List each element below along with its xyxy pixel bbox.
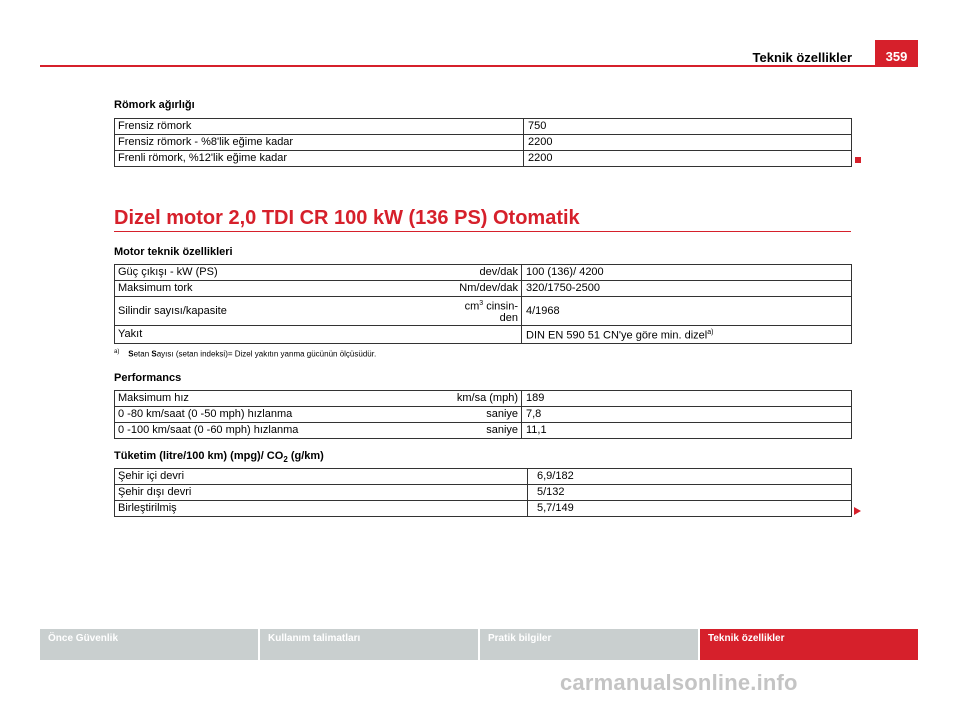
unit-part: den (499, 312, 518, 325)
trailer-weight-table (114, 118, 852, 167)
table-row (115, 297, 852, 326)
page-number-badge (875, 40, 918, 67)
table-row (115, 391, 852, 407)
table-row (115, 423, 852, 439)
footer-tab-practical-info[interactable]: Pratik bilgiler (478, 629, 698, 660)
section-title-rule (114, 231, 851, 232)
footnote-ref: a) (707, 329, 714, 336)
table-row (115, 501, 852, 517)
row-label: Güç çıkışı - kW (PS) (115, 265, 422, 281)
footnote-mark: a) (114, 349, 120, 355)
row-label: Silindir sayısı/kapasite (115, 297, 422, 326)
row-label: 0 -80 km/saat (0 -50 mph) hızlanma (115, 407, 422, 423)
row-value: 6,9/182 (528, 469, 852, 485)
continued-arrow-icon (854, 507, 861, 515)
row-value: 750 (524, 119, 852, 135)
row-unit: saniye (421, 423, 522, 439)
unit-part: cm (464, 300, 480, 313)
footer-tab-operating-instructions[interactable]: Kullanım talimatları (258, 629, 478, 660)
row-label: 0 -100 km/saat (0 -60 mph) hızlanma (115, 423, 422, 439)
row-value: 189 (522, 391, 852, 407)
table-row (115, 326, 852, 344)
consumption-table (114, 468, 852, 517)
row-label: Şehir içi devri (115, 469, 528, 485)
watermark: carmanualsonline.info (560, 670, 798, 695)
table-row (115, 469, 852, 485)
row-unit: km/sa (mph) (421, 391, 522, 407)
consumption-heading (114, 450, 324, 464)
row-value: 2200 (524, 135, 852, 151)
row-label: Birleştirilmiş (115, 501, 528, 517)
row-value (522, 326, 852, 344)
unit-superscript: 3 (479, 299, 484, 307)
consumption-heading-text: Tüketim (litre/100 km) (mpg)/ CO (114, 450, 284, 462)
table-row (115, 119, 852, 135)
value-text: DIN EN 590 51 CN'ye göre min. dizel (526, 329, 708, 342)
row-value: 2200 (524, 151, 852, 167)
row-value: 100 (136)/ 4200 (522, 265, 852, 281)
table-row (115, 281, 852, 297)
footer-nav (40, 629, 918, 660)
footnote-text: ayısı (setan indeksi)= Dizel yakıtın yanma gücünün ölçüsüdür. (156, 349, 377, 359)
footnote-bold: S (128, 349, 134, 359)
trailer-weight-heading: Römork ağırlığı (114, 99, 195, 111)
table-row (115, 135, 852, 151)
performance-table (114, 390, 852, 439)
row-unit (421, 297, 522, 326)
row-value: 11,1 (522, 423, 852, 439)
footer-tab-technical-specs[interactable]: Teknik özellikler (698, 629, 918, 660)
engine-specs-heading: Motor teknik özellikleri (114, 246, 233, 258)
row-label: Maksimum tork (115, 281, 422, 297)
row-label: Frensiz römork (115, 119, 524, 135)
row-unit: dev/dak (421, 265, 522, 281)
engine-specs-table (114, 264, 852, 344)
consumption-heading-subscript: 2 (283, 455, 288, 465)
table-row (115, 485, 852, 501)
footnote-bold: S (151, 349, 157, 359)
row-label: Şehir dışı devri (115, 485, 528, 501)
row-unit: saniye (421, 407, 522, 423)
footnote-text: etan (133, 349, 152, 359)
table-row (115, 407, 852, 423)
running-header-title: Teknik özellikler (752, 50, 852, 65)
section-title: Dizel motor 2,0 TDI CR 100 kW (136 PS) Otomatik (114, 207, 580, 229)
row-label: Frensiz römork - %8'lik eğime kadar (115, 135, 524, 151)
row-value: 7,8 (522, 407, 852, 423)
row-label: Yakıt (115, 326, 522, 344)
header-rule (40, 65, 918, 67)
table-row (115, 265, 852, 281)
row-label: Maksimum hız (115, 391, 422, 407)
performance-heading: Performancs (114, 372, 182, 384)
section-end-marker-icon (855, 157, 861, 163)
unit-part: cinsin- (483, 300, 518, 313)
footer-tab-safety[interactable]: Önce Güvenlik (40, 629, 258, 660)
row-value: 4/1968 (522, 297, 852, 326)
consumption-heading-text: (g/km) (287, 450, 324, 462)
row-value: 5,7/149 (528, 501, 852, 517)
page-number: 359 (885, 49, 908, 64)
row-value: 320/1750-2500 (522, 281, 852, 297)
row-value: 5/132 (528, 485, 852, 501)
table-row (115, 151, 852, 167)
footnote (114, 349, 376, 359)
row-label: Frenli römork, %12'lik eğime kadar (115, 151, 524, 167)
row-unit: Nm/dev/dak (421, 281, 522, 297)
